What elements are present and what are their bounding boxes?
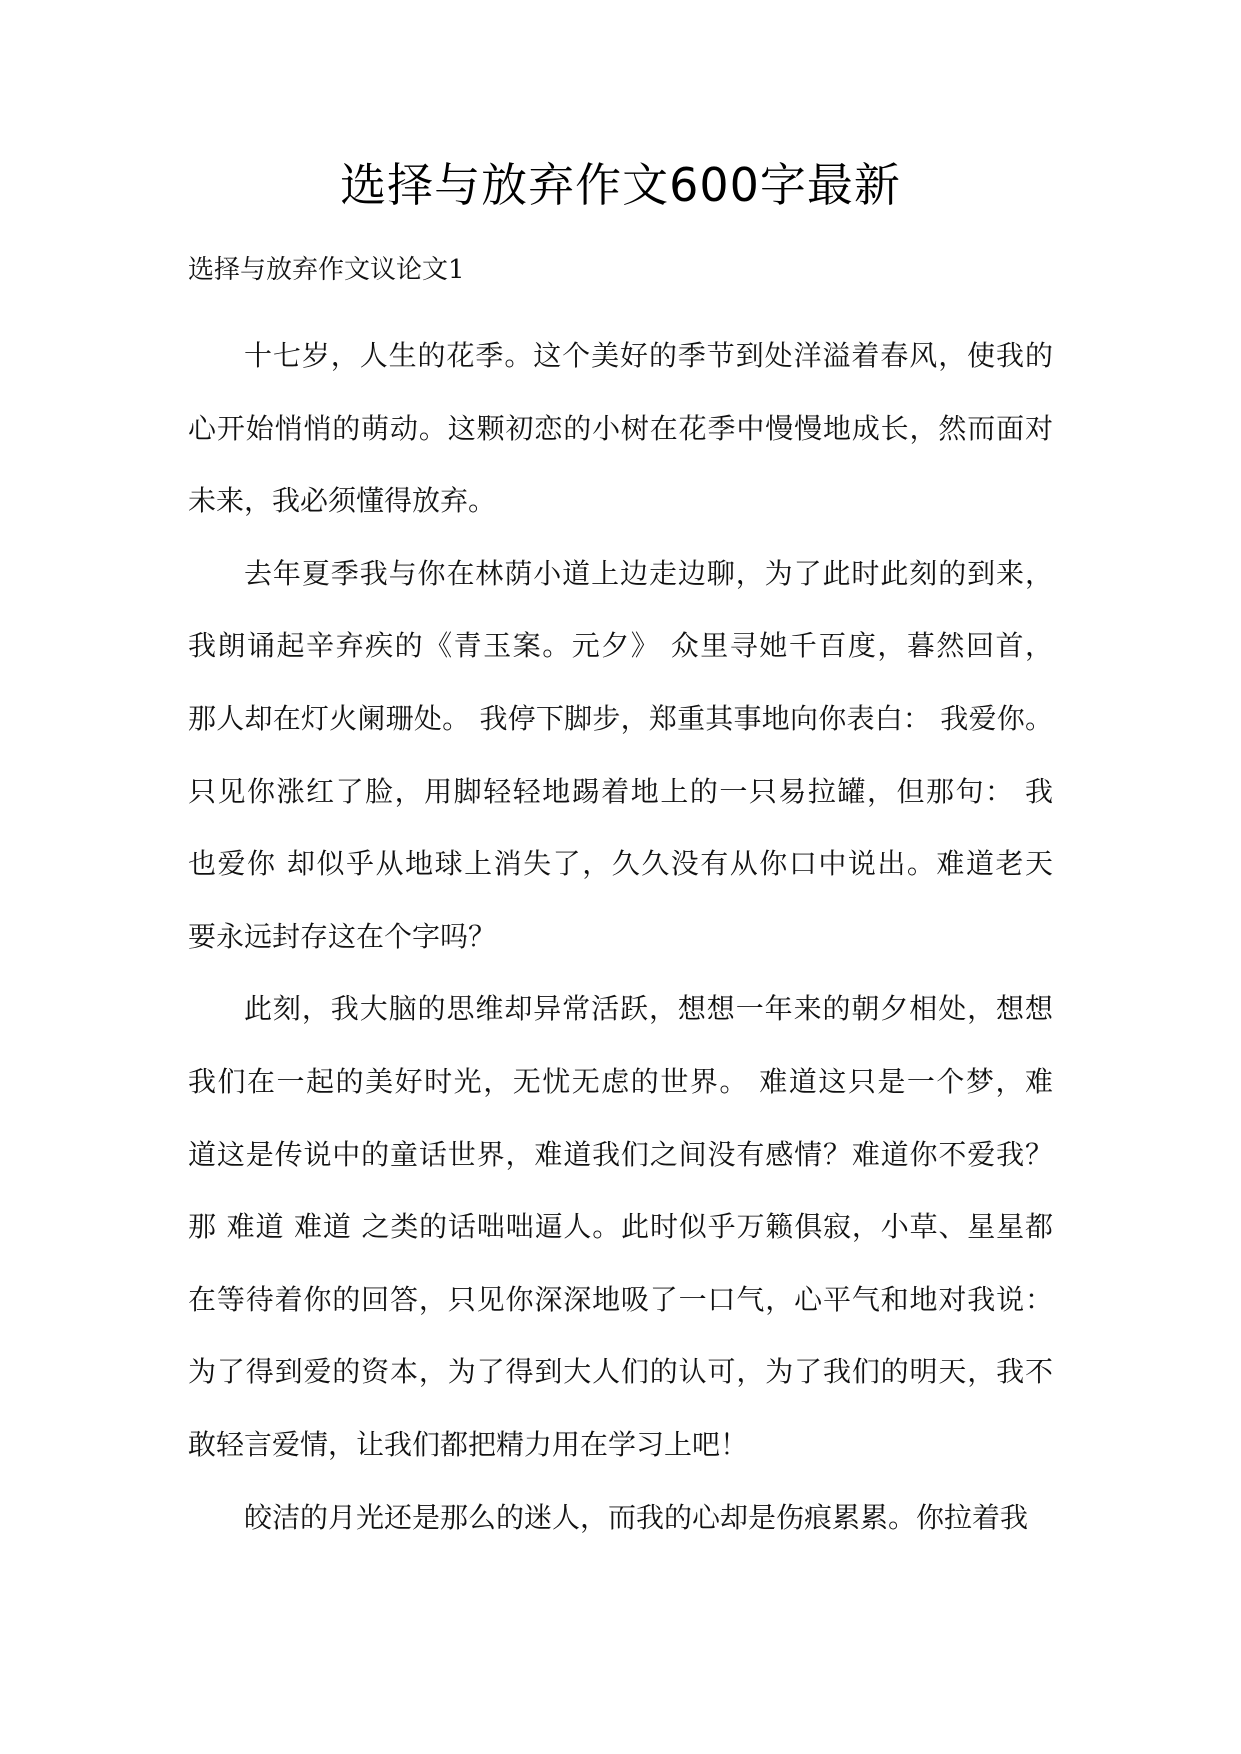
essay-paragraph <box>188 1482 1053 1555</box>
paragraph-line: 皎洁的月光还是那么的迷人，而我的心却是伤痕累累。你拉着我 <box>244 1500 1029 1534</box>
paragraph-line: 道这是传说中的童话世界，难道我们之间没有感情？难道你不爱我？ <box>188 1137 1053 1171</box>
paragraph-line: 只见你涨红了脸，用脚轻轻地踢着地上的一只易拉罐，但那句： 我 <box>188 774 1053 808</box>
paragraph-line: 也爱你 却似乎从地球上消失了，久久没有从你口中说出。难道老天 <box>188 847 1053 881</box>
paragraph-line: 那 难道 难道 之类的话咄咄逼人。此时似乎万籁俱寂，小草、星星都 <box>188 1210 1053 1244</box>
section-heading: 选择与放弃作文议论文1 <box>188 255 465 285</box>
paragraph-line: 我朗诵起辛弃疾的《青玉案。元夕》 众里寻她千百度，暮然回首， <box>188 629 1053 663</box>
paragraph-line: 敢轻言爱情，让我们都把精力用在学习上吧！ <box>188 1427 749 1461</box>
paragraph-line: 心开始悄悄的萌动。这颗初恋的小树在花季中慢慢地成长，然而面对 <box>188 411 1053 445</box>
document-title: 选择与放弃作文600字最新 <box>340 158 901 212</box>
paragraph-line: 此刻，我大脑的思维却异常活跃，想想一年来的朝夕相处，想想 <box>244 992 1053 1026</box>
essay-paragraph <box>188 973 1053 1481</box>
paragraph-line: 在等待着你的回答，只见你深深地吸了一口气，心平气和地对我说： <box>188 1282 1053 1316</box>
paragraph-line: 未来，我必须懂得放弃。 <box>188 484 497 518</box>
paragraph-line: 为了得到爱的资本，为了得到大人们的认可，为了我们的明天，我不 <box>188 1355 1053 1389</box>
paragraph-line: 十七岁，人生的花季。这个美好的季节到处洋溢着春风，使我的 <box>244 339 1053 372</box>
paragraph-line: 要永远封存这在个字吗？ <box>188 919 497 953</box>
paragraph-line: 那人却在灯火阑珊处。 我停下脚步，郑重其事地向你表白： 我爱你。 <box>188 701 1053 735</box>
paragraph-line: 我们在一起的美好时光，无忧无虑的世界。 难道这只是一个梦，难 <box>188 1064 1053 1098</box>
essay-paragraph <box>188 538 1053 974</box>
essay-paragraph <box>188 320 1053 538</box>
essay-body <box>188 320 1053 1554</box>
paragraph-line: 去年夏季我与你在林荫小道上边走边聊，为了此时此刻的到来， <box>244 556 1053 590</box>
